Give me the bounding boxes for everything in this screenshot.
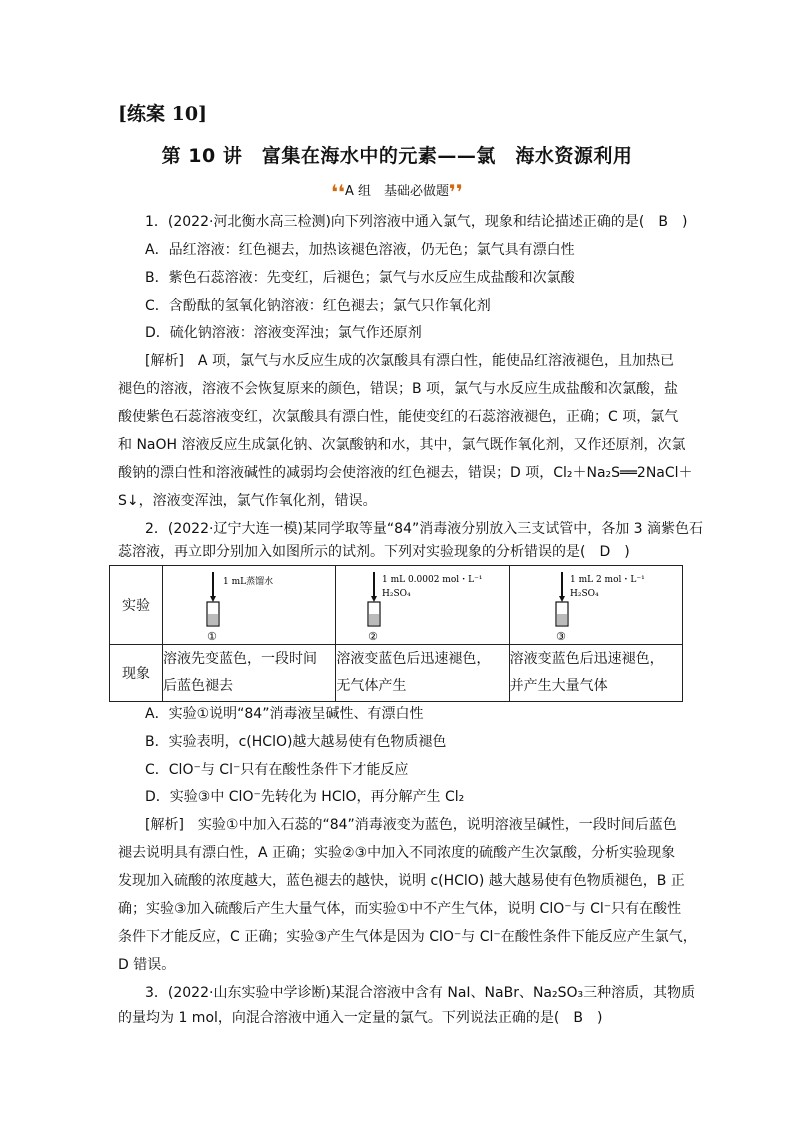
q2-stem-line: 2．(2022·辽宁大连一模)某同学取等量“84”消毒液分别放入三支试管中，各加 3 滴紫色石 [145, 521, 704, 537]
experiment-table [109, 565, 683, 702]
reagent-label: 1 mL蒸馏水 [223, 577, 274, 587]
q2-analysis-line: [解析] 实验①中加入石蕊的“84”消毒液变为蓝色，说明溶液呈碱性，一段时间后蓝色 [145, 817, 677, 833]
q2-analysis-line: 条件下才能反应，C 正确；实验③产生气体是因为 ClO⁻与 Cl⁻在酸性条件下能反应产生氯气， [118, 929, 697, 945]
table-row [110, 645, 683, 702]
q2-stem-line: 蕊溶液，再立即分别加入如图所示的试剂。下列对实验现象的分析错误的是( D ) [118, 544, 630, 560]
experiment-number: ③ [555, 630, 566, 643]
test-tube-diagram [510, 566, 682, 644]
q2-option-b: B．实验表明，c(HClO)越大越易使有色物质褪色 [145, 734, 447, 750]
observation-cell [509, 645, 682, 702]
q2-option-a: A．实验①说明“84”消毒液呈碱性、有漂白性 [145, 706, 424, 722]
q2-analysis-line: D 错误。 [118, 957, 176, 973]
observation-cell [163, 645, 336, 702]
q1-analysis-line: S↓，溶液变浑浊，氯气作氧化剂，错误。 [118, 493, 377, 509]
table-row [110, 566, 683, 645]
observation-line: 溶液变蓝色后迅速褪色， [336, 651, 491, 667]
test-tube-diagram [336, 566, 508, 644]
acid-label: H₂SO₄ [382, 589, 411, 599]
group-heading [0, 180, 794, 204]
experiment-1-cell [163, 566, 336, 645]
q1-option-a: A．品红溶液：红色褪去，加热该褪色溶液，仍无色；氯气具有漂白性 [145, 242, 575, 258]
experiment-number: ② [368, 630, 379, 643]
q1-analysis-line: 酸钠的漂白性和溶液碱性的减弱均会使溶液的红色褪去，错误；D 项，Cl₂＋Na₂S══2NaCl＋ [118, 465, 693, 481]
q2-option-c: C．ClO⁻与 Cl⁻只有在酸性条件下才能反应 [145, 762, 409, 778]
q1-option-b: B．紫色石蕊溶液：先变红，后褪色；氯气与水反应生成盐酸和次氯酸 [145, 270, 575, 286]
row-header-experiment: 实验 [110, 566, 163, 645]
q1-analysis-line: 和 NaOH 溶液反应生成氯化钠、次氯酸钠和水，其中，氯气既作氧化剂，又作还原剂，次氯 [118, 437, 686, 453]
experiment-3-cell [509, 566, 682, 645]
q2-analysis-line: 褪去说明具有漂白性，A 正确；实验②③中加入不同浓度的硫酸产生次氯酸，分析实验现象 [118, 845, 676, 861]
q1-option-c: C．含酚酞的氢氧化钠溶液：红色褪去；氯气只作氧化剂 [145, 298, 491, 314]
test-tube-diagram [163, 566, 335, 644]
reagent-label: 1 mL 2 mol・L⁻¹ [569, 575, 645, 585]
q3-stem-line: 3．(2022·山东实验中学诊断)某混合溶液中含有 NaI、NaBr、Na₂SO₃三种溶质，其物质 [145, 985, 696, 1001]
experiment-number: ① [207, 630, 217, 643]
observation-line: 溶液先变蓝色，一段时间 [163, 651, 317, 667]
row-header-observation: 现象 [110, 645, 163, 702]
observation-cell [336, 645, 509, 702]
q1-analysis-line: 褪色的溶液，溶液不会恢复原来的颜色，错误；B 项，氯气与水反应生成盐酸和次氯酸，盐 [118, 381, 679, 397]
q1-analysis-line: 酸使紫色石蕊溶液变红，次氯酸具有漂白性，能使变红的石蕊溶液褪色，正确；C 项，氯气 [118, 409, 679, 425]
q2-analysis-line: 发现加入硫酸的浓度越大，蓝色褪去的越快，说明 c(HClO) 越大越易使有色物质褪色，B 正 [118, 873, 685, 889]
q2-option-d: D．实验③中 ClO⁻先转化为 HClO，再分解产生 Cl₂ [145, 789, 465, 805]
q3-stem-line: 的量均为 1 mol，向混合溶液中通入一定量的氯气。下列说法正确的是( B ) [118, 1010, 603, 1026]
exercise-tag: [练案 10] [118, 103, 208, 125]
quote-close-icon: ❜❜ [449, 180, 463, 204]
acid-label: H₂SO₄ [569, 589, 599, 599]
q1-analysis-line: [解析] A 项，氯气与水反应生成的次氯酸具有漂白性，能使品红溶液褪色，且加热已 [145, 353, 674, 369]
group-label: A 组 基础必做题 [344, 184, 450, 199]
quote-open-icon: ❛❛ [331, 180, 345, 204]
observation-line: 溶液变蓝色后迅速褪色， [509, 651, 664, 667]
q1-stem: 1．(2022·河北衡水高三检测)向下列溶液中通入氯气，现象和结论描述正确的是( B ) [145, 214, 688, 230]
q2-analysis-line: 确；实验③加入硫酸后产生大量气体，而实验①中不产生气体，说明 ClO⁻与 Cl⁻只有在酸性 [118, 901, 682, 917]
q1-option-d: D．硫化钠溶液：溶液变浑浊；氯气作还原剂 [145, 325, 422, 341]
experiment-2-cell [336, 566, 509, 645]
observation-line: 并产生大量气体 [509, 678, 608, 694]
reagent-label: 1 mL 0.0002 mol・L⁻¹ [382, 575, 483, 585]
observation-line: 无气体产生 [336, 678, 407, 694]
observation-line: 后蓝色褪去 [163, 678, 233, 694]
lesson-title: 第 10 讲 富集在海水中的元素——氯 海水资源利用 [161, 145, 633, 167]
